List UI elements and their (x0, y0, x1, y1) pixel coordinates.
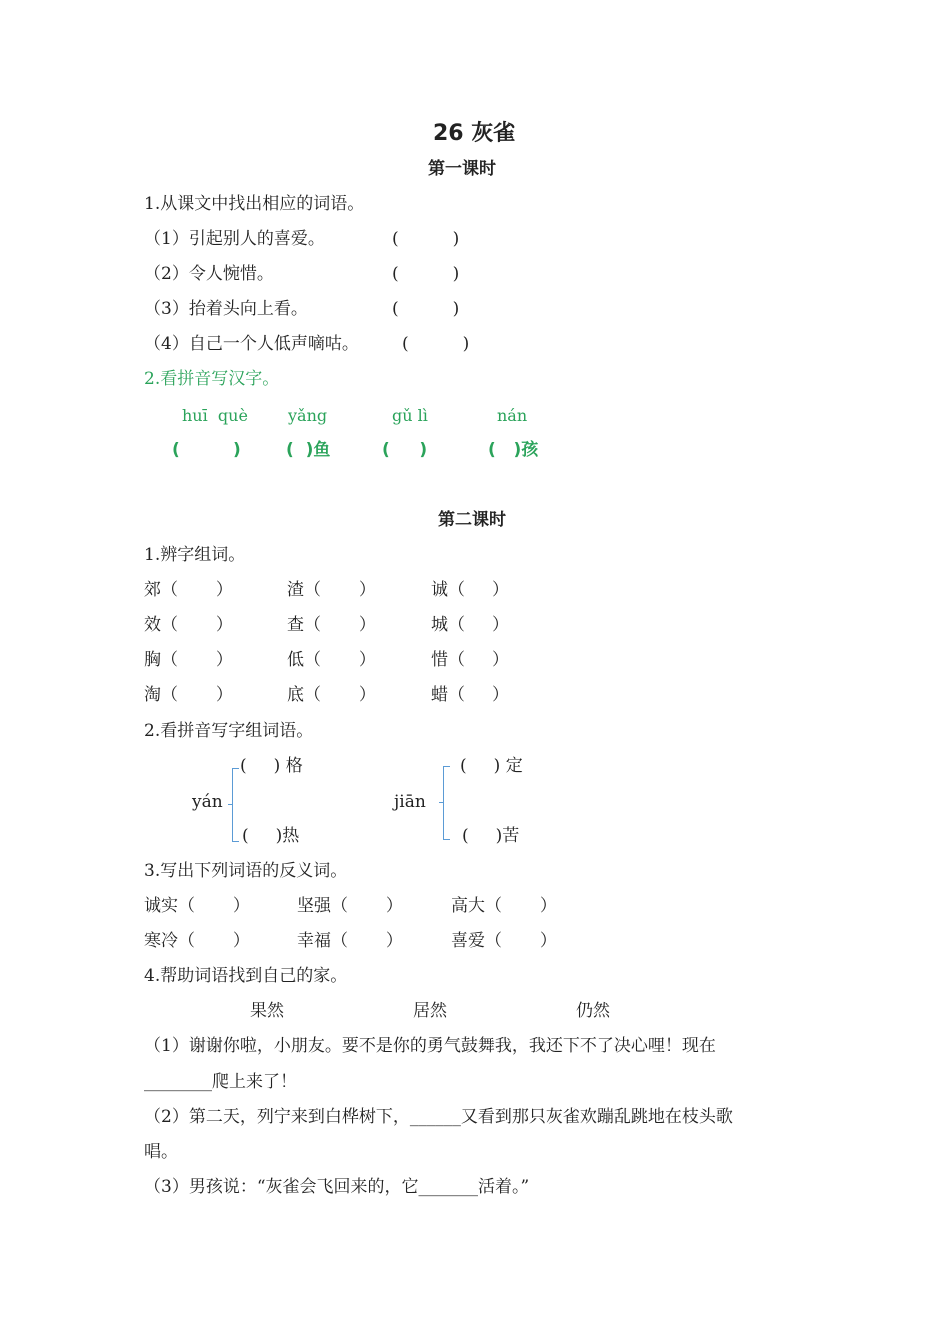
sentence: 唱。 (144, 1142, 178, 1162)
brace-icon (443, 766, 450, 840)
answer-blank[interactable]: ( ) (392, 229, 460, 249)
antonym-item[interactable]: 喜爱（ ） (451, 931, 557, 951)
antonym-item[interactable]: 幸福（ ） (297, 931, 403, 951)
lesson2-heading: 第二课时 (438, 510, 506, 530)
l1-q1-item: （4）自己一个人低声嘀咕。 (144, 334, 359, 354)
word-option: 仍然 (576, 1001, 610, 1021)
antonym-item[interactable]: 坚强（ ） (297, 896, 403, 916)
antonym-item[interactable]: 高大（ ） (451, 896, 557, 916)
l1-q1-item: （1）引起别人的喜爱。 (144, 229, 325, 249)
word-option: 居然 (413, 1001, 447, 1021)
answer-blank[interactable]: ( ) (392, 299, 460, 319)
pinyin: yǎng (288, 406, 328, 425)
pinyin: jiān (394, 792, 426, 812)
answer-blank[interactable]: ( ) (402, 334, 470, 354)
l2-q4-prompt: 4.帮助词语找到自己的家。 (144, 966, 348, 986)
char-compare-item[interactable]: 城（ ） (431, 615, 510, 635)
brace-icon (232, 768, 239, 842)
l1-q1-item: （3）抬着头向上看。 (144, 299, 308, 319)
l1-q1-prompt: 1.从课文中找出相应的词语。 (144, 194, 365, 214)
lesson1-heading: 第一课时 (428, 159, 496, 179)
sentence: （3）男孩说：“灰雀会飞回来的，它_______活着。” (144, 1177, 530, 1197)
pinyin: yán (192, 792, 223, 812)
sentence: （2）第二天，列宁来到白桦树下，______又看到那只灰雀欢蹦乱跳地在枝头歌 (144, 1107, 733, 1127)
answer-blank[interactable]: ( )孩 (488, 440, 539, 460)
char-compare-item[interactable]: 低（ ） (287, 650, 376, 670)
pinyin: gǔ lì (392, 406, 428, 425)
answer-blank[interactable]: ( )鱼 (286, 440, 331, 460)
char-compare-item[interactable]: 查（ ） (287, 615, 376, 635)
answer-blank[interactable]: ( ) 定 (460, 756, 523, 776)
char-compare-item[interactable]: 惜（ ） (431, 650, 510, 670)
answer-blank[interactable]: ( )苦 (462, 826, 520, 846)
char-compare-item[interactable]: 诚（ ） (431, 580, 510, 600)
char-compare-item[interactable]: 底（ ） (287, 685, 376, 705)
answer-blank[interactable]: ( ) (392, 264, 460, 284)
char-compare-item[interactable]: 蜡（ ） (431, 685, 510, 705)
antonym-item[interactable]: 寒冷（ ） (144, 931, 250, 951)
answer-blank[interactable]: ( )热 (242, 826, 300, 846)
l2-q1-prompt: 1.辨字组词。 (144, 545, 246, 565)
pinyin: nán (497, 406, 528, 425)
l2-q2-prompt: 2.看拼音写字组词语。 (144, 721, 314, 741)
char-compare-item[interactable]: 郊（ ） (144, 580, 233, 600)
sentence: （1）谢谢你啦，小朋友。要不是你的勇气鼓舞我，我还下不了决心哩！现在 (144, 1036, 716, 1056)
brace-tick (439, 802, 444, 803)
answer-blank[interactable]: ( ) (382, 440, 428, 460)
char-compare-item[interactable]: 效（ ） (144, 615, 233, 635)
l1-q2-prompt: 2.看拼音写汉字。 (144, 369, 280, 389)
answer-blank[interactable]: ( ) (172, 440, 241, 460)
antonym-item[interactable]: 诚实（ ） (144, 896, 250, 916)
char-compare-item[interactable]: 淘（ ） (144, 685, 233, 705)
sentence: ________爬上来了！ (144, 1072, 297, 1092)
char-compare-item[interactable]: 渣（ ） (287, 580, 376, 600)
l2-q3-prompt: 3.写出下列词语的反义词。 (144, 861, 348, 881)
pinyin: huī què (182, 406, 248, 425)
answer-blank[interactable]: ( ) 格 (240, 756, 303, 776)
brace-tick (228, 804, 233, 805)
word-option: 果然 (250, 1001, 284, 1021)
page-title: 26 灰雀 (433, 121, 516, 146)
char-compare-item[interactable]: 胸（ ） (144, 650, 233, 670)
l1-q1-item: （2）令人惋惜。 (144, 264, 274, 284)
